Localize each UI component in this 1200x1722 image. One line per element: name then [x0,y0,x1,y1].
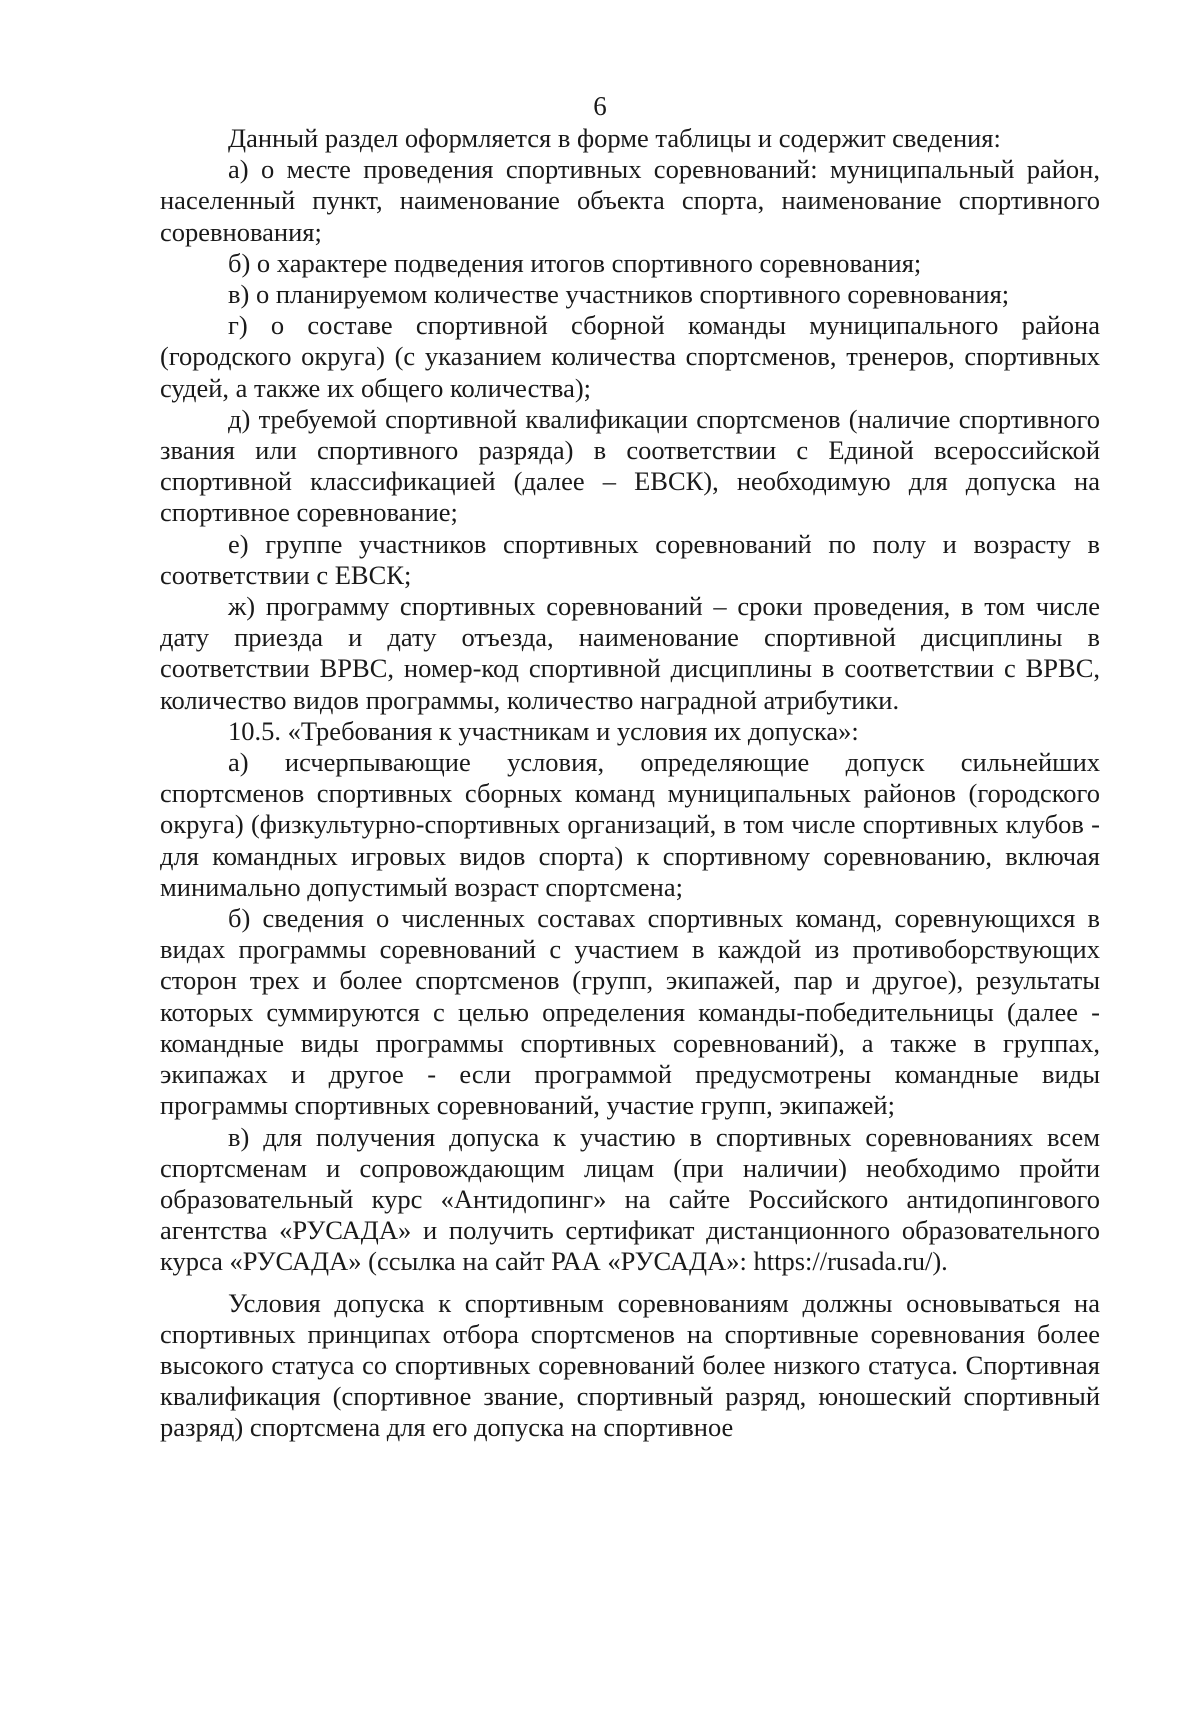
page-number: 6 [593,91,607,121]
paragraph-item-b: б) о характере подведения итогов спортивного соревнования; [228,247,922,278]
document-body [160,123,1100,1444]
paragraph-item-a: а) о месте проведения спортивных соревнований: муниципальный район, населенный пункт, наименование объекта спорта, наименование спортивного соревнования; [160,154,1100,247]
paragraph-item-e: е) группе участников спортивных соревнований по полу и возрасту в соответствии с ЕВСК; [160,528,1100,590]
paragraph-item-d: д) требуемой спортивной квалификации спортсменов (наличие спортивного звания или спортивного разряда) в соответствии с Единой всероссийской спортивной классификацией (далее – ЕВСК), необходимую для допуска на спортивное соревнование; [160,403,1100,528]
paragraph-requirement-v: в) для получения допуска к участию в спортивных соревнованиях всем спортсменам и сопровождающим лицам (при наличии) необходимо пройти образовательный курс «Антидопинг» на сайте Российского антидопингового агентства «РУСАДА» и получить сертификат дистанционного образовательного курса «РУСАДА» (ссылка на сайт РАА «РУСАДА»: https://rusada.ru/). [160,1121,1100,1277]
paragraph-item-zh: ж) программу спортивных соревнований – сроки проведения, в том числе дату приезда и дату отъезда, наименование спортивной дисциплины в соответствии ВРВС, номер-код спортивной дисциплины в соответствии с ВРВС, количество видов программы, количество наградной атрибутики. [160,591,1100,715]
paragraph-item-v: в) о планируемом количестве участников спортивного соревнования; [228,279,1010,310]
paragraph-admission-conditions: Условия допуска к спортивным соревнованиям должны основываться на спортивных принципах отбора спортсменов на спортивные соревнования более высокого статуса со спортивных соревнований более низкого статуса. Спортивная квалификация (спортивное звание, спортивный разряд, юношеский спортивный разряд) спортсмена для его допуска на спортивное [160,1287,1100,1443]
paragraph-requirement-a: а) исчерпывающие условия, определяющие допуск сильнейших спортсменов спортивных сборных команд муниципальных районов (городского округа) (физкультурно-спортивных организаций, в том числе спортивных клубов - для командных игровых видов спорта) к спортивному соревнованию, включая минимально допустимый возраст спортсмена; [160,747,1100,902]
paragraph-item-g: г) о составе спортивной сборной команды муниципального района (городского округа) (с указанием количества спортсменов, тренеров, спортивных судей, а также их общего количества); [160,310,1100,403]
paragraph-requirement-b: б) сведения о численных составах спортивных команд, соревнующихся в видах программы соревнований с участием в каждой из противоборствующих сторон трех и более спортсменов (групп, экипажей, пар и другое), результаты которых суммируются с целью определения команды-победительницы (далее - командные виды программы спортивных соревнований), а также в группах, экипажах и другое - если программой предусмотрены командные виды программы спортивных соревнований, участие групп, экипажей; [160,903,1100,1121]
section-heading-10-5: 10.5. «Требования к участникам и условия их допуска»: [228,715,859,746]
paragraph-intro: Данный раздел оформляется в форме таблицы и содержит сведения: [228,123,1001,153]
